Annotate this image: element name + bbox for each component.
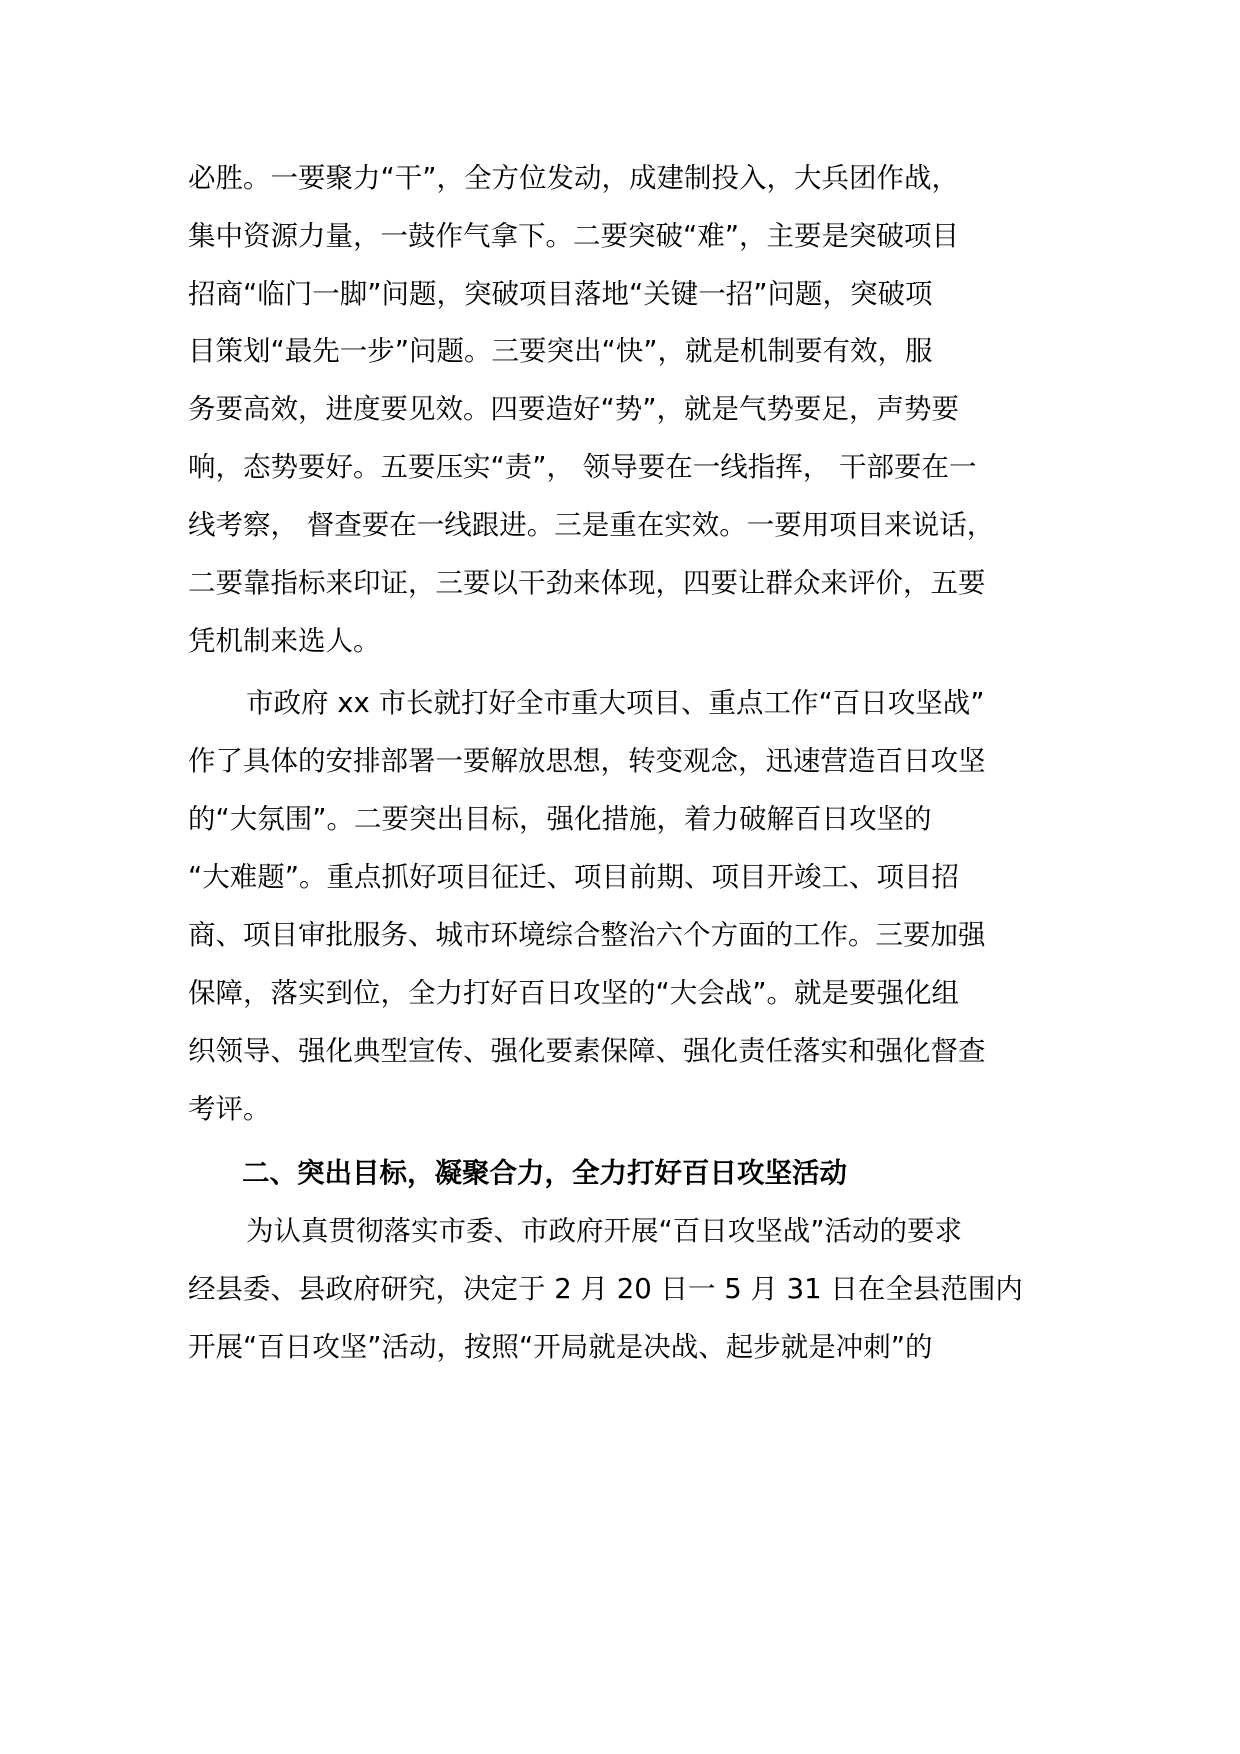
text-line: 保障，落实到位，全力打好百日攻坚的“大会战”。就是要强化组 [188, 977, 959, 1009]
paragraph-first-line: 市政府 xx 市长就打好全市重大项目、重点工作“百日攻坚战” [246, 687, 985, 719]
text-line: 作了具体的安排部署一要解放思想，转变观念，迅速营造百日攻坚 [188, 745, 986, 777]
text-line: 二要靠指标来印证，三要以干劲来体现，四要让群众来评价，五要 [188, 567, 986, 599]
paragraph-first-line: 为认真贯彻落实市委、市政府开展“百日攻坚战”活动的要求 [246, 1215, 962, 1247]
text-line: 考评。 [188, 1093, 271, 1125]
text-line: 招商“临门一脚”问题，突破项目落地“关键一招”问题，突破项 [188, 278, 933, 310]
text-line: 线考察， 督查要在一线跟进。三是重在实效。一要用项目来说话， [188, 509, 995, 541]
text-line: 响，态势要好。五要压实“责”， 领导要在一线指挥， 干部要在一 [188, 451, 977, 483]
text-line: 开展“百日攻坚”活动，按照“开局就是决战、起步就是冲刺”的 [188, 1331, 933, 1363]
text-line: 凭机制来选人。 [188, 625, 381, 657]
text-line: 商、项目审批服务、城市环境综合整治六个方面的工作。三要加强 [188, 919, 986, 951]
text-line: “大难题”。重点抓好项目征迁、项目前期、项目开竣工、项目招 [188, 861, 959, 893]
section-heading: 二、突出目标，凝聚合力，全力打好百日攻坚活动 [242, 1157, 847, 1189]
text-line: 经县委、县政府研究，决定于 2 月 20 日一 5 月 31 日在全县范围内 [188, 1273, 1023, 1305]
text-line: 集中资源力量，一鼓作气拿下。二要突破“难”，主要是突破项目 [188, 220, 959, 252]
text-line: 务要高效，进度要见效。四要造好“势”，就是气势要足，声势要 [188, 393, 959, 425]
text-line: 的“大氛围”。二要突出目标，强化措施，着力破解百日攻坚的 [188, 803, 932, 835]
text-line: 织领导、强化典型宣传、强化要素保障、强化责任落实和强化督查 [188, 1035, 986, 1067]
text-line: 目策划“最先一步”问题。三要突出“快”，就是机制要有效，服 [188, 335, 933, 367]
text-line: 必胜。一要聚力“干”，全方位发动，成建制投入，大兵团作战， [188, 162, 959, 194]
